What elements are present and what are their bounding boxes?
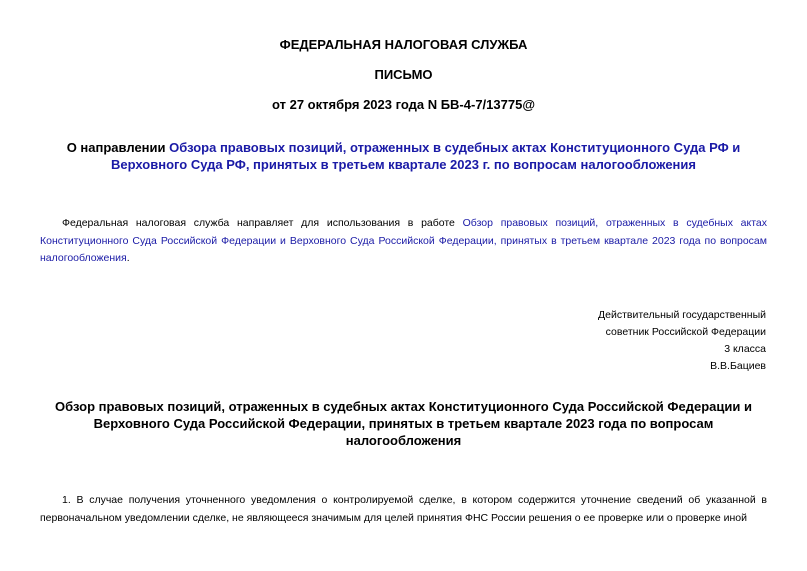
review-item-1: 1. В случае получения уточненного уведомления о контролируемой сделке, в котором содержится уточнение сведений об указанной в первоначальном уведомлении сделке, не являющееся значимым для целей принятия ФНС России решения о ее проверке или о проверке иной [40,494,767,524]
subject-prefix: О направлении [66,140,170,155]
document-subject [40,139,767,173]
body-end-text: . [126,252,130,264]
signature-title-line2: советник Российской Федерации [605,326,766,338]
signature-title-line3: 3 класса [724,343,766,355]
body-review-link[interactable]: Обзор правовых позиций, отраженных в судебных актах Конституционного Суда Российской Федерации и Верховного Суда Российской Федерации, принятых в третьем квартале 2023 года по вопросам налогообложения [40,217,768,264]
organization-name: ФЕДЕРАЛЬНАЯ НАЛОГОВАЯ СЛУЖБА [279,37,528,52]
body-paragraph [40,215,767,268]
document-date-number: от 27 октября 2023 года N БВ-4-7/13775@ [272,97,535,112]
signature-block [598,307,766,375]
signature-name: В.В.Бациев [710,360,766,372]
subject-review-link[interactable]: Обзора правовых позиций, отраженных в судебных актах Конституционного Суда РФ и Верховного Суда РФ, принятых в третьем квартале 2023 г. по вопросам налогообложения [111,140,741,172]
signature-title-line1: Действительный государственный [598,309,766,321]
document-type: ПИСЬМО [374,67,433,82]
body-intro-text: Федеральная налоговая служба направляет для использования в работе [62,217,463,229]
review-title: Обзор правовых позиций, отраженных в судебных актах Конституционного Суда Российской Федерации и Верховного Суда Российской Федерации, принятых в третьем квартале 2023 года по вопросам налогообложения [55,399,752,448]
